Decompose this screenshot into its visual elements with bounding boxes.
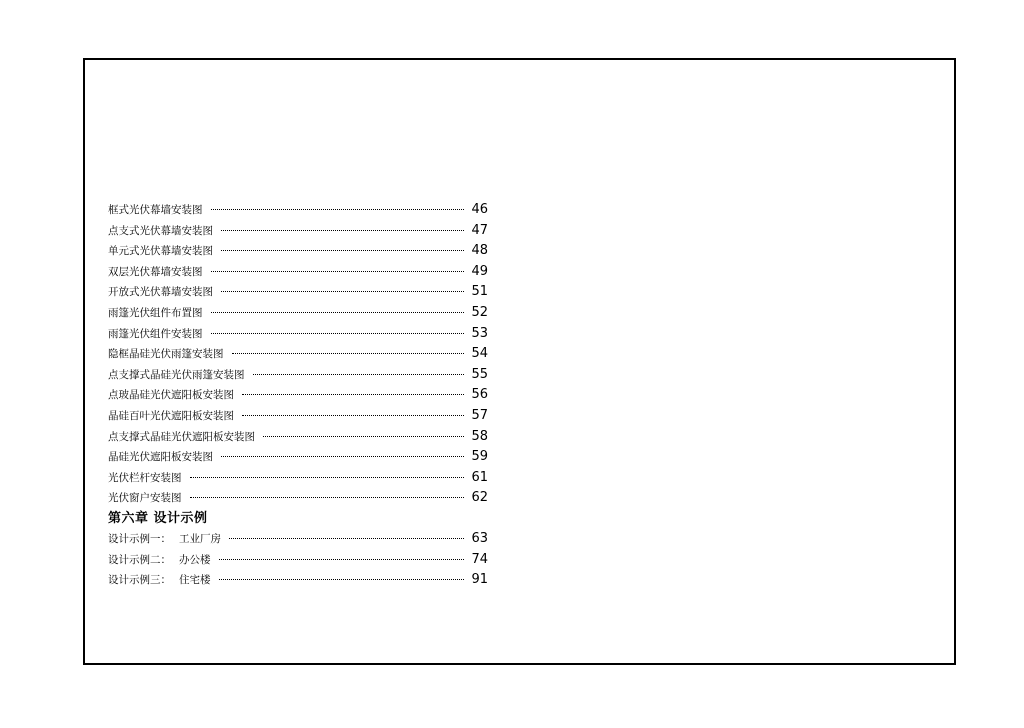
table-of-contents (108, 200, 488, 591)
toc-entry[interactable] (108, 488, 488, 509)
toc-entry-page: 53 (471, 325, 488, 341)
toc-entry[interactable] (108, 303, 488, 324)
toc-entry-page: 49 (471, 263, 488, 279)
toc-entry[interactable] (108, 550, 488, 571)
toc-entry[interactable] (108, 385, 488, 406)
dot-leader (229, 538, 464, 539)
toc-entry-title: 设计示例二： (108, 553, 171, 566)
toc-entry[interactable] (108, 241, 488, 262)
toc-entry-title: 晶硅光伏遮阳板安装图 (108, 451, 213, 464)
toc-entry-title: 晶硅百叶光伏遮阳板安装图 (108, 409, 234, 422)
toc-entry-page: 74 (471, 551, 488, 567)
toc-entry-page: 52 (471, 304, 488, 320)
toc-entry[interactable] (108, 221, 488, 242)
toc-entry[interactable] (108, 324, 488, 345)
dot-leader (253, 374, 465, 375)
dot-leader (221, 230, 464, 231)
toc-entry-subtitle: 办公楼 (179, 553, 211, 566)
toc-entry-page: 56 (471, 387, 488, 403)
chapter-heading[interactable]: 第六章 设计示例 (108, 510, 208, 526)
toc-entry-page: 54 (471, 346, 488, 362)
toc-entry-page: 63 (471, 530, 488, 546)
toc-entry-title: 开放式光伏幕墙安装图 (108, 286, 213, 299)
toc-entry-page: 55 (471, 366, 488, 382)
dot-leader (219, 559, 465, 560)
dot-leader (221, 250, 464, 251)
dot-leader (211, 271, 465, 272)
toc-entry-title: 光伏栏杆安装图 (108, 471, 182, 484)
toc-entry-title: 隐框晶硅光伏雨篷安装图 (108, 348, 224, 361)
toc-entry-page: 47 (471, 222, 488, 238)
toc-entry-page: 61 (471, 469, 488, 485)
toc-entry[interactable] (108, 570, 488, 591)
toc-entry[interactable] (108, 447, 488, 468)
dot-leader (242, 394, 464, 395)
toc-entry[interactable] (108, 365, 488, 386)
dot-leader (211, 333, 465, 334)
toc-entry-page: 62 (471, 490, 488, 506)
toc-entry[interactable] (108, 200, 488, 221)
dot-leader (221, 291, 464, 292)
dot-leader (263, 436, 464, 437)
toc-entry-subtitle: 工业厂房 (179, 532, 221, 545)
toc-entry-page: 48 (471, 243, 488, 259)
toc-entry-page: 51 (471, 284, 488, 300)
toc-entry[interactable] (108, 282, 488, 303)
dot-leader (242, 415, 464, 416)
toc-entry-title: 设计示例三： (108, 574, 171, 587)
toc-entry-title: 雨篷光伏组件布置图 (108, 306, 203, 319)
toc-entry-page: 46 (471, 202, 488, 217)
toc-entry-title: 点支撑式晶硅光伏遮阳板安装图 (108, 430, 255, 443)
toc-entry-title: 单元式光伏幕墙安装图 (108, 245, 213, 258)
dot-leader (211, 209, 465, 210)
toc-entry-title: 框式光伏幕墙安装图 (108, 204, 203, 216)
toc-entry-subtitle: 住宅楼 (179, 574, 211, 587)
toc-entry-title: 设计示例一： (108, 532, 171, 545)
toc-entry[interactable] (108, 427, 488, 448)
toc-entry[interactable] (108, 468, 488, 489)
toc-entry-page: 57 (471, 407, 488, 423)
toc-entry-page: 58 (471, 428, 488, 444)
dot-leader (211, 312, 465, 313)
toc-entry-title: 双层光伏幕墙安装图 (108, 265, 203, 278)
toc-entry-page: 59 (471, 449, 488, 465)
dot-leader (221, 456, 464, 457)
dot-leader (190, 477, 465, 478)
toc-entry-title: 点支式光伏幕墙安装图 (108, 224, 213, 237)
dot-leader (232, 353, 465, 354)
toc-entry[interactable] (108, 262, 488, 283)
toc-entry[interactable] (108, 344, 488, 365)
toc-entry-title: 点支撑式晶硅光伏雨篷安装图 (108, 368, 245, 381)
toc-entry[interactable] (108, 529, 488, 550)
toc-entry-page: 91 (471, 572, 488, 588)
toc-entry[interactable] (108, 406, 488, 427)
dot-leader (190, 497, 465, 498)
toc-entry-title: 雨篷光伏组件安装图 (108, 327, 203, 340)
dot-leader (219, 579, 465, 580)
toc-entry-title: 光伏窗户安装图 (108, 492, 182, 505)
toc-entry-title: 点玻晶硅光伏遮阳板安装图 (108, 389, 234, 402)
